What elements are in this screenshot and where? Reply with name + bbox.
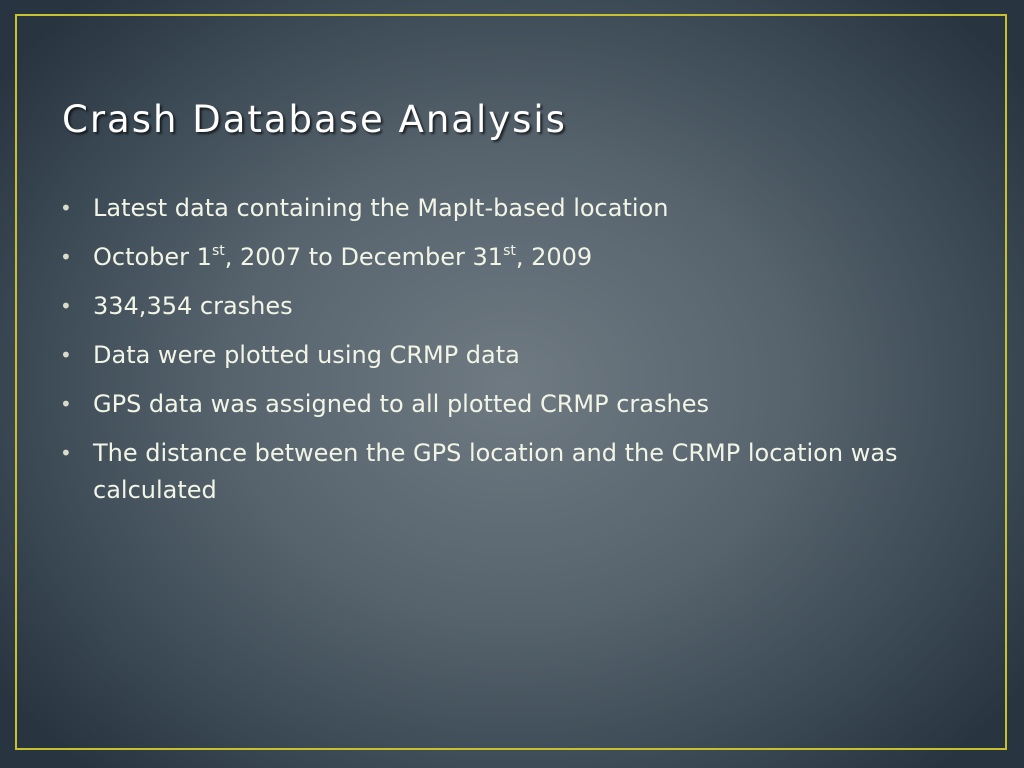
bullet-icon: • (60, 441, 72, 465)
bullet-text: Latest data containing the MapIt-based location (93, 194, 669, 222)
bullet-item (60, 435, 960, 509)
bullet-item (60, 288, 960, 325)
bullet-text: 334,354 crashes (93, 292, 293, 320)
bullet-icon: • (60, 294, 72, 318)
bullet-text: Data were plotted using CRMP data (93, 341, 520, 369)
bullet-text-part: , 2007 to December 31 (224, 243, 504, 271)
bullet-text (93, 243, 592, 271)
bullet-item (60, 337, 960, 374)
bullet-icon: • (60, 343, 72, 367)
bullet-item (60, 190, 960, 227)
bullet-list (60, 190, 960, 521)
ordinal-suffix: st (211, 243, 225, 259)
bullet-text-part: October 1 (93, 243, 212, 271)
ordinal-suffix: st (503, 243, 516, 259)
bullet-icon: • (60, 392, 72, 416)
bullet-text: The distance between the GPS location and the CRMP location was calculated (93, 439, 898, 504)
bullet-item (60, 239, 960, 276)
bullet-icon: • (60, 196, 72, 220)
slide-title: Crash Database Analysis (62, 98, 567, 141)
bullet-item (60, 386, 960, 423)
bullet-text-part: , 2009 (515, 243, 593, 271)
bullet-icon: • (60, 245, 72, 269)
bullet-text: GPS data was assigned to all plotted CRMP crashes (93, 390, 709, 418)
